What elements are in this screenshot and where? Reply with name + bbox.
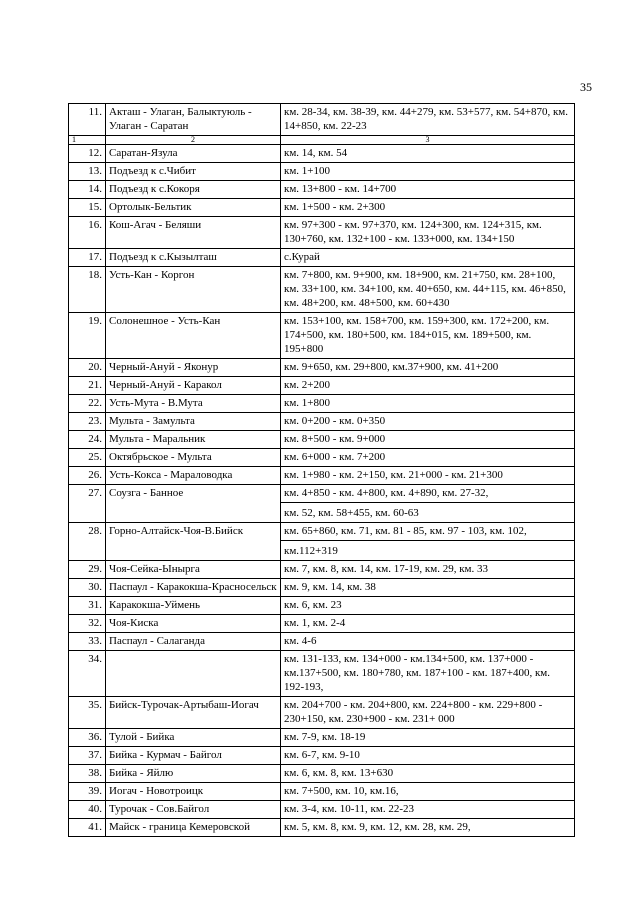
table-row bbox=[69, 359, 575, 377]
table-row bbox=[69, 377, 575, 395]
road-name: Чоя-Киска bbox=[106, 615, 281, 633]
road-name: Акташ - Улаган, Балыктуюль - Улаган - Саратан bbox=[106, 104, 281, 136]
road-name: Усть-Кокса - Мараловодка bbox=[106, 467, 281, 485]
table-row bbox=[69, 104, 575, 136]
road-name: Подъезд к с.Кызылташ bbox=[106, 249, 281, 267]
column-number: 2 bbox=[106, 136, 281, 145]
table-row bbox=[69, 249, 575, 267]
road-sections: км. 1, км. 2-4 bbox=[281, 615, 575, 633]
table-row bbox=[69, 615, 575, 633]
row-number: 39. bbox=[69, 783, 106, 801]
road-name: Бийск-Турочак-Артыбаш-Иогач bbox=[106, 697, 281, 729]
table-row bbox=[69, 579, 575, 597]
road-sections: км. 131-133, км. 134+000 - км.134+500, км. 137+000 - км.137+500, км. 180+780, км. 187+100 - км. 187+400, км. 192-193, bbox=[281, 651, 575, 697]
table-row bbox=[69, 633, 575, 651]
road-name: Подъезд к с.Чибит bbox=[106, 163, 281, 181]
road-name: Бийка - Яйлю bbox=[106, 765, 281, 783]
table-row bbox=[69, 431, 575, 449]
road-name: Чоя-Сейка-Ыныргa bbox=[106, 561, 281, 579]
road-sections: км. 1+100 bbox=[281, 163, 575, 181]
road-name: Соузга - Банное bbox=[106, 485, 281, 523]
road-sections: км. 5, км. 8, км. 9, км. 12, км. 28, км. 29, bbox=[281, 819, 575, 837]
road-name: Подъезд к с.Кокоря bbox=[106, 181, 281, 199]
table-row bbox=[69, 145, 575, 163]
road-name: Ортолык-Бельтик bbox=[106, 199, 281, 217]
road-name: Тулой - Бийка bbox=[106, 729, 281, 747]
road-sections: км. 6+000 - км. 7+200 bbox=[281, 449, 575, 467]
column-number: 1 bbox=[69, 136, 106, 145]
row-number: 29. bbox=[69, 561, 106, 579]
row-number: 35. bbox=[69, 697, 106, 729]
road-name: Мульта - Маральник bbox=[106, 431, 281, 449]
row-number: 17. bbox=[69, 249, 106, 267]
road-sections: км. 8+500 - км. 9+000 bbox=[281, 431, 575, 449]
row-number: 30. bbox=[69, 579, 106, 597]
road-sections: км. 6-7, км. 9-10 bbox=[281, 747, 575, 765]
road-name bbox=[106, 651, 281, 697]
road-sections: км. 28-34, км. 38-39, км. 44+279, км. 53+577, км. 54+870, км. 14+850, км. 22-23 bbox=[281, 104, 575, 136]
road-sections: км. 6, км. 8, км. 13+630 bbox=[281, 765, 575, 783]
table-row bbox=[69, 449, 575, 467]
row-number: 12. bbox=[69, 145, 106, 163]
road-name: Горно-Алтайск-Чоя-В.Бийск bbox=[106, 523, 281, 561]
column-number: 3 bbox=[281, 136, 575, 145]
table-row bbox=[69, 561, 575, 579]
row-number: 26. bbox=[69, 467, 106, 485]
table-row bbox=[69, 651, 575, 697]
road-sections: км. 2+200 bbox=[281, 377, 575, 395]
road-sections: км. 9+650, км. 29+800, км.37+900, км. 41+200 bbox=[281, 359, 575, 377]
road-sections: км. 204+700 - км. 204+800, км. 224+800 - км. 229+800 - 230+150, км. 230+900 - км. 231+ 000 bbox=[281, 697, 575, 729]
road-sections: км. 14, км. 54 bbox=[281, 145, 575, 163]
road-name: Паспаул - Салаганда bbox=[106, 633, 281, 651]
road-name: Кош-Агач - Беляши bbox=[106, 217, 281, 249]
row-number: 41. bbox=[69, 819, 106, 837]
table-row bbox=[69, 395, 575, 413]
row-number: 24. bbox=[69, 431, 106, 449]
row-number: 19. bbox=[69, 313, 106, 359]
road-name: Турочак - Сов.Байгол bbox=[106, 801, 281, 819]
table-row bbox=[69, 783, 575, 801]
road-sections: км. 7+500, км. 10, км.16, bbox=[281, 783, 575, 801]
table-row bbox=[69, 217, 575, 249]
road-sections: км. 9, км. 14, км. 38 bbox=[281, 579, 575, 597]
row-number: 15. bbox=[69, 199, 106, 217]
road-sections: км. 4-6 bbox=[281, 633, 575, 651]
row-number: 11. bbox=[69, 104, 106, 136]
road-sections: с.Курай bbox=[281, 249, 575, 267]
road-sections: км.112+319 bbox=[281, 541, 575, 561]
road-sections: км. 3-4, км. 10-11, км. 22-23 bbox=[281, 801, 575, 819]
row-number: 32. bbox=[69, 615, 106, 633]
road-sections: км. 7-9, км. 18-19 bbox=[281, 729, 575, 747]
table-row bbox=[69, 729, 575, 747]
road-name: Иогач - Новотроицк bbox=[106, 783, 281, 801]
row-number: 31. bbox=[69, 597, 106, 615]
road-name: Октябрьское - Мульта bbox=[106, 449, 281, 467]
row-number: 22. bbox=[69, 395, 106, 413]
row-number: 13. bbox=[69, 163, 106, 181]
road-sections: км. 97+300 - км. 97+370, км. 124+300, км. 124+315, км. 130+760, км. 132+100 - км. 133+000, км. 134+150 bbox=[281, 217, 575, 249]
road-sections: км. 65+860, км. 71, км. 81 - 85, км. 97 - 103, км. 102, bbox=[281, 523, 575, 541]
table-row bbox=[69, 485, 575, 503]
row-number: 27. bbox=[69, 485, 106, 523]
road-sections: км. 0+200 - км. 0+350 bbox=[281, 413, 575, 431]
row-number: 33. bbox=[69, 633, 106, 651]
table-row bbox=[69, 697, 575, 729]
row-number: 18. bbox=[69, 267, 106, 313]
table-row bbox=[69, 467, 575, 485]
road-name: Усть-Мута - В.Мута bbox=[106, 395, 281, 413]
row-number: 40. bbox=[69, 801, 106, 819]
road-name: Солонешное - Усть-Кан bbox=[106, 313, 281, 359]
table-row bbox=[69, 199, 575, 217]
row-number: 21. bbox=[69, 377, 106, 395]
table-row bbox=[69, 765, 575, 783]
row-number: 34. bbox=[69, 651, 106, 697]
table-row bbox=[69, 801, 575, 819]
table-row bbox=[69, 747, 575, 765]
road-sections: км. 13+800 - км. 14+700 bbox=[281, 181, 575, 199]
road-name: Паспаул - Каракокша-Красносельск bbox=[106, 579, 281, 597]
row-number: 20. bbox=[69, 359, 106, 377]
road-sections: км. 1+500 - км. 2+300 bbox=[281, 199, 575, 217]
row-number: 38. bbox=[69, 765, 106, 783]
row-number: 23. bbox=[69, 413, 106, 431]
row-number: 36. bbox=[69, 729, 106, 747]
table-row bbox=[69, 163, 575, 181]
road-sections: км. 153+100, км. 158+700, км. 159+300, км. 172+200, км. 174+500, км. 180+500, км. 184+015, км. 189+500, км. 195+800 bbox=[281, 313, 575, 359]
road-name: Каракокша-Уймень bbox=[106, 597, 281, 615]
road-sections: км. 1+800 bbox=[281, 395, 575, 413]
road-name: Черный-Ануй - Каракол bbox=[106, 377, 281, 395]
road-name: Усть-Кан - Коргон bbox=[106, 267, 281, 313]
column-number-row bbox=[69, 136, 575, 145]
table-row bbox=[69, 523, 575, 541]
road-name: Мульта - Замульта bbox=[106, 413, 281, 431]
road-name: Черный-Ануй - Яконур bbox=[106, 359, 281, 377]
table-row bbox=[69, 313, 575, 359]
road-sections: км. 52, км. 58+455, км. 60-63 bbox=[281, 503, 575, 523]
road-name: Майск - граница Кемеровской bbox=[106, 819, 281, 837]
row-number: 25. bbox=[69, 449, 106, 467]
road-sections: км. 6, км. 23 bbox=[281, 597, 575, 615]
table-row bbox=[69, 819, 575, 837]
row-number: 28. bbox=[69, 523, 106, 561]
page-number: 35 bbox=[580, 80, 592, 94]
table-row bbox=[69, 267, 575, 313]
table-row bbox=[69, 181, 575, 199]
row-number: 37. bbox=[69, 747, 106, 765]
road-name: Бийка - Курмач - Байгол bbox=[106, 747, 281, 765]
road-sections: км. 7+800, км. 9+900, км. 18+900, км. 21+750, км. 28+100, км. 33+100, км. 34+100, км. 40+650, км. 44+115, км. 46+850, км. 48+200, км. 48+500, км. 60+430 bbox=[281, 267, 575, 313]
row-number: 16. bbox=[69, 217, 106, 249]
table-row bbox=[69, 597, 575, 615]
road-sections: км. 7, км. 8, км. 14, км. 17-19, км. 29, км. 33 bbox=[281, 561, 575, 579]
road-sections: км. 4+850 - км. 4+800, км. 4+890, км. 27-32, bbox=[281, 485, 575, 503]
row-number: 14. bbox=[69, 181, 106, 199]
road-sections: км. 1+980 - км. 2+150, км. 21+000 - км. 21+300 bbox=[281, 467, 575, 485]
table-row bbox=[69, 413, 575, 431]
road-name: Саратан-Язула bbox=[106, 145, 281, 163]
road-sections-table bbox=[68, 103, 575, 837]
table-body bbox=[69, 104, 575, 837]
